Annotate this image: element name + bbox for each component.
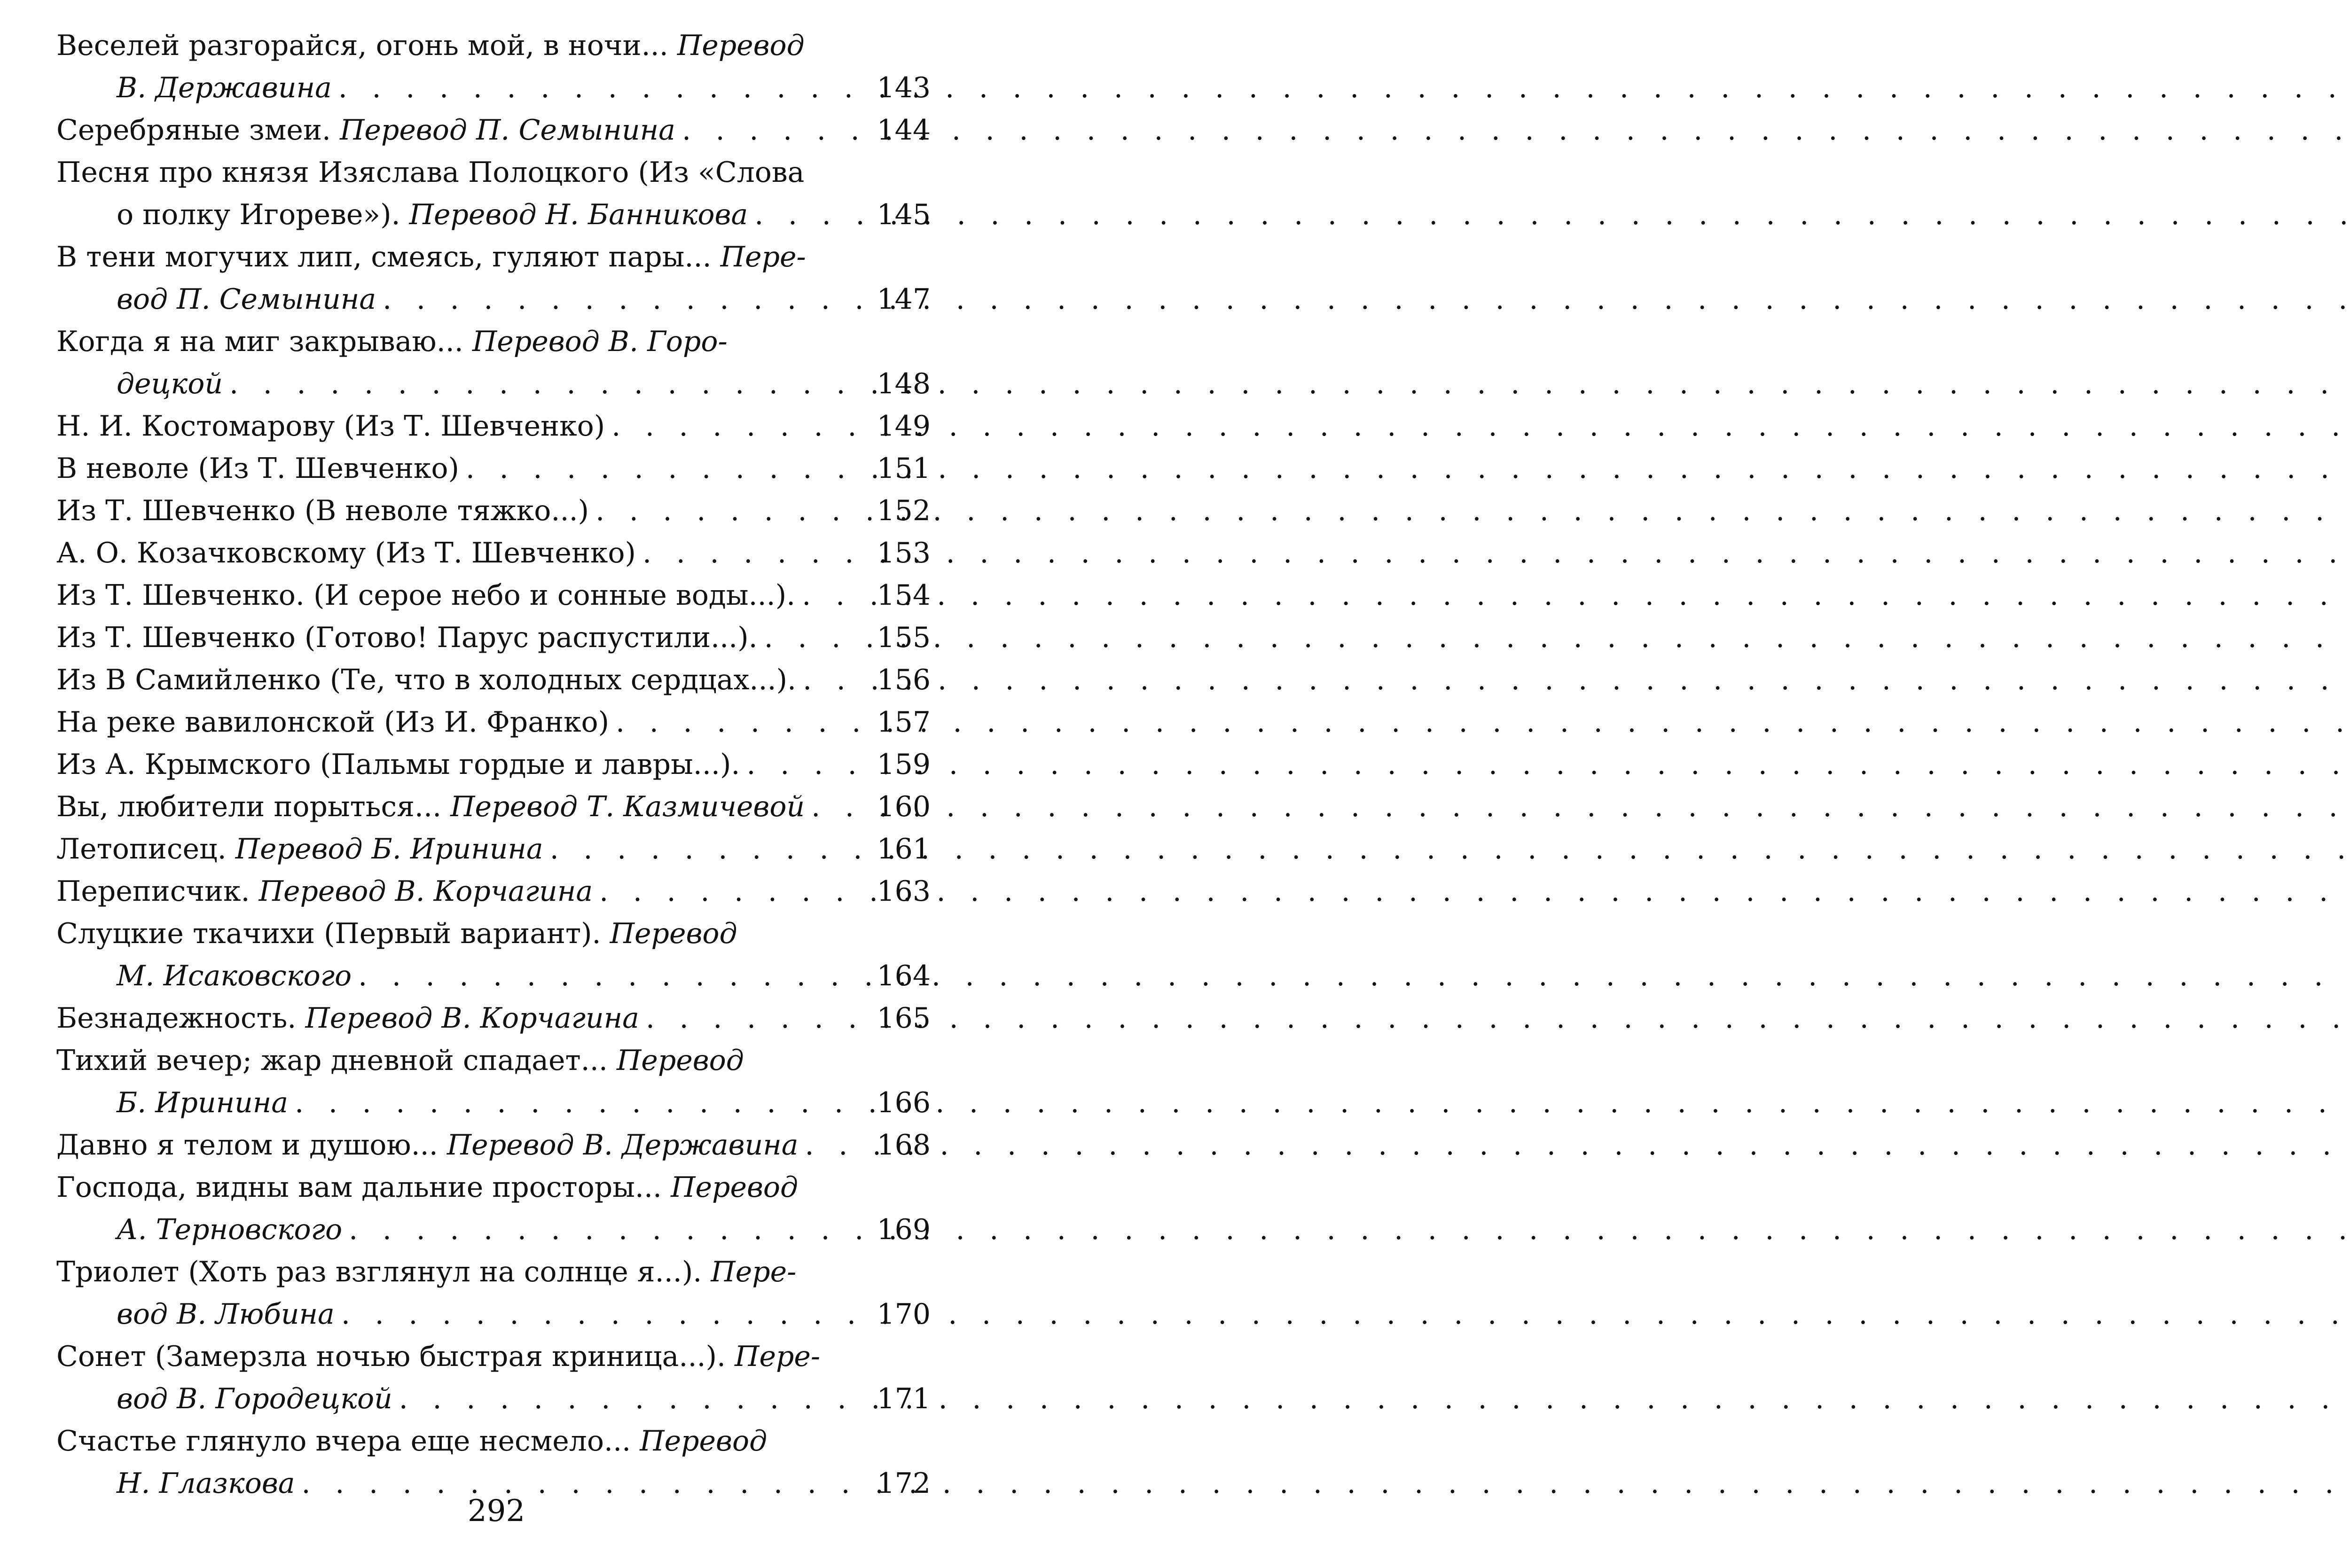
toc-entry-line-1 xyxy=(56,1124,931,1166)
toc-entry-line-2 xyxy=(56,955,931,997)
toc-entry-title: Господа, видны вам дальние просторы... xyxy=(56,1171,671,1204)
dot-leader xyxy=(796,659,874,701)
toc-entry-line-2 xyxy=(56,67,931,109)
toc-entry xyxy=(56,1166,931,1251)
toc-entry-translator: Перевод xyxy=(616,1044,744,1077)
toc-entry-title: В неволе (Из Т. Шевченко) xyxy=(56,452,459,485)
toc-entry-title: Вы, любители порыться... xyxy=(56,790,451,823)
toc-entry-page-number: 153 xyxy=(877,537,931,569)
dot-leader xyxy=(795,574,874,616)
toc-entry-page-number: 157 xyxy=(877,706,931,739)
toc-entry-page-number: 171 xyxy=(877,1382,931,1415)
toc-entry-page-number: 170 xyxy=(877,1298,931,1331)
toc-entry-page-number: 164 xyxy=(877,960,931,992)
dot-leader xyxy=(459,447,874,490)
toc-entry-translator: М. Исаковского xyxy=(117,960,352,992)
toc-entry-translator: Пере- xyxy=(720,241,806,273)
toc-entry-page-number: 148 xyxy=(877,367,931,400)
toc-entry-page-number: 149 xyxy=(877,410,931,443)
toc-entry xyxy=(56,701,931,743)
toc-entry-title: Песня про князя Изяслава Полоцкого (Из «Слова xyxy=(56,156,805,189)
toc-entry-translator: децкой xyxy=(117,367,223,400)
toc-entry-title: Когда я на миг закрываю... xyxy=(56,325,472,358)
dot-leader xyxy=(748,194,874,236)
toc-entry-title: Веселей разгорайся, огонь мой, в ночи... xyxy=(56,29,677,62)
toc-entry xyxy=(56,405,931,447)
toc-entry-title: На реке вавилонской (Из И. Франко) xyxy=(56,706,610,739)
toc-entry-translator: Перевод П. Семынина xyxy=(340,114,675,147)
toc-entry-line-1 xyxy=(56,405,931,447)
toc-entry-page-number: 147 xyxy=(877,283,931,316)
toc-entry-page-number: 145 xyxy=(877,198,931,231)
dot-leader xyxy=(376,278,874,320)
toc-entry-title: Тихий вечер; жар дневной спадает... xyxy=(56,1044,617,1077)
toc-entry-translator: Перевод Б. Иринина xyxy=(235,833,543,866)
toc-entry xyxy=(56,786,931,828)
toc-entry-translator: Перевод В. Горо- xyxy=(472,325,728,358)
toc-entry-line-1 xyxy=(56,828,931,870)
dot-leader xyxy=(332,67,874,109)
toc-entry-title: Из Т. Шевченко (В неволе тяжко...) xyxy=(56,494,589,527)
toc-entry xyxy=(56,659,931,701)
toc-entry-line-1 xyxy=(56,1166,931,1209)
toc-entry-title: Серебряные змеи. xyxy=(56,114,340,147)
toc-entry-translator: Перевод xyxy=(610,917,737,950)
toc-entry-line-1 xyxy=(56,1251,931,1293)
toc-entry xyxy=(56,1420,931,1505)
toc-entry-title: Давно я телом и душою... xyxy=(56,1129,447,1162)
toc-entry-page-number: 169 xyxy=(877,1213,931,1246)
toc-entry-line-1 xyxy=(56,574,931,616)
toc-entry-translator: Перевод В. Корчагина xyxy=(258,875,593,908)
dot-leader xyxy=(342,1209,874,1251)
toc-entry-title: Из Т. Шевченко. (И серое небо и сонные воды...). xyxy=(56,579,796,612)
toc-entry-translator: вод В. Любина xyxy=(117,1298,335,1331)
toc-entry-line-1 xyxy=(56,447,931,490)
toc-entry-translator: В. Державина xyxy=(117,71,332,104)
toc-entry-title: Триолет (Хоть раз взглянул на солнце я...). xyxy=(56,1256,711,1288)
toc-entry xyxy=(56,236,931,320)
toc-entry-page-number: 154 xyxy=(877,579,931,612)
dot-leader xyxy=(223,363,874,405)
toc-entry xyxy=(56,743,931,786)
toc-entry xyxy=(56,490,931,532)
toc-entry-page-number: 160 xyxy=(877,790,931,823)
toc-entry xyxy=(56,1039,931,1124)
dot-leader xyxy=(805,786,874,828)
toc-entry-title: Из А. Крымского (Пальмы гордые и лавры...). xyxy=(56,748,740,781)
dot-leader xyxy=(352,955,874,997)
dot-leader xyxy=(675,109,874,151)
toc-entry-line-2 xyxy=(56,194,931,236)
toc-entry-line-2 xyxy=(56,1209,931,1251)
dot-leader xyxy=(639,997,874,1039)
toc-entry-line-1 xyxy=(56,236,931,278)
toc-entry-line-2 xyxy=(56,1378,931,1420)
toc-entry xyxy=(56,151,931,236)
toc-entry-translator: Б. Иринина xyxy=(117,1086,289,1119)
dot-leader xyxy=(605,405,874,447)
toc-entry-line-1 xyxy=(56,616,931,659)
toc-entry xyxy=(56,1124,931,1166)
toc-entry-title: Из В Самийленко (Те, что в холодных сердцах...). xyxy=(56,663,797,696)
toc-entry-page-number: 172 xyxy=(877,1467,931,1500)
toc-entry-translator: Пере- xyxy=(735,1340,821,1373)
toc-entry-title: Из Т. Шевченко (Готово! Парус распустили...). xyxy=(56,621,758,654)
toc-entry-translator: вод В. Городецкой xyxy=(117,1382,392,1415)
toc-entry xyxy=(56,828,931,870)
toc-entry-translator: Перевод xyxy=(677,29,805,62)
toc-entry xyxy=(56,997,931,1039)
toc-entry-page-number: 156 xyxy=(877,663,931,696)
dot-leader xyxy=(799,1124,874,1166)
toc-entry-line-1 xyxy=(56,151,931,194)
toc-entry xyxy=(56,574,931,616)
toc-entry-line-1 xyxy=(56,1335,931,1378)
toc-entry-line-2 xyxy=(56,278,931,320)
toc-entry xyxy=(56,320,931,405)
toc-entry-page-number: 163 xyxy=(877,875,931,908)
toc-entry-line-2 xyxy=(56,1293,931,1335)
dot-leader xyxy=(589,490,874,532)
toc-entry-translator: Перевод xyxy=(640,1425,768,1458)
toc-entry xyxy=(56,1335,931,1420)
toc-entry-page-number: 165 xyxy=(877,1002,931,1035)
dot-leader xyxy=(288,1082,874,1124)
dot-leader xyxy=(636,532,874,574)
toc-entry-title: Н. И. Костомарову (Из Т. Шевченко) xyxy=(56,410,605,443)
toc-entry-title: Слуцкие ткачихи (Первый вариант). xyxy=(56,917,610,950)
toc-entry xyxy=(56,532,931,574)
page-number: 292 xyxy=(467,1494,525,1529)
toc-entry-translator: А. Терновского xyxy=(117,1213,343,1246)
toc-entry-translator: вод П. Семынина xyxy=(117,283,376,316)
table-of-contents xyxy=(56,24,931,1505)
toc-entry-translator: Перевод xyxy=(671,1171,799,1204)
toc-entry-line-1 xyxy=(56,490,931,532)
toc-entry xyxy=(56,24,931,109)
toc-entry-page-number: 152 xyxy=(877,494,931,527)
toc-entry-title: Безнадежность. xyxy=(56,1002,306,1035)
toc-entry-title: Счастье глянуло вчера еще несмело... xyxy=(56,1425,640,1458)
toc-entry xyxy=(56,447,931,490)
toc-entry-translator: Перевод Т. Казмичевой xyxy=(450,790,805,823)
toc-entry-title: Сонет (Замерзла ночью быстрая криница...). xyxy=(56,1340,735,1373)
toc-entry-title: Летописец. xyxy=(56,833,235,866)
toc-entry-page-number: 166 xyxy=(877,1086,931,1119)
toc-entry-translator: Н. Глазкова xyxy=(117,1467,295,1500)
dot-leader xyxy=(335,1293,874,1335)
toc-entry-line-1 xyxy=(56,786,931,828)
dot-leader xyxy=(758,616,874,659)
toc-entry-line-1 xyxy=(56,1039,931,1082)
toc-entry-line-2 xyxy=(56,363,931,405)
toc-entry-line-1 xyxy=(56,870,931,913)
toc-entry xyxy=(56,1251,931,1335)
toc-entry-line-1 xyxy=(56,743,931,786)
toc-entry-translator: Перевод В. Державина xyxy=(446,1129,799,1162)
dot-leader xyxy=(392,1378,874,1420)
toc-entry-line-1 xyxy=(56,659,931,701)
toc-entry xyxy=(56,870,931,913)
toc-entry-title: о полку Игореве»). xyxy=(117,198,409,231)
dot-leader xyxy=(543,828,874,870)
toc-entry xyxy=(56,109,931,151)
toc-entry-line-1 xyxy=(56,109,931,151)
dot-leader xyxy=(740,743,874,786)
toc-entry-title: В тени могучих лип, смеясь, гуляют пары... xyxy=(56,241,721,273)
toc-entry-translator: Перевод В. Корчагина xyxy=(305,1002,639,1035)
dot-leader xyxy=(609,701,874,743)
toc-entry-line-2 xyxy=(56,1082,931,1124)
toc-entry-line-1 xyxy=(56,701,931,743)
toc-entry xyxy=(56,616,931,659)
toc-entry-line-1 xyxy=(56,532,931,574)
dot-leader xyxy=(593,870,874,913)
toc-entry-translator: Пере- xyxy=(711,1256,797,1288)
toc-entry-line-1 xyxy=(56,997,931,1039)
toc-entry-line-1 xyxy=(56,1420,931,1462)
toc-entry xyxy=(56,913,931,997)
toc-entry-line-1 xyxy=(56,24,931,67)
toc-entry-page-number: 144 xyxy=(877,114,931,147)
toc-entry-title: Переписчик. xyxy=(56,875,259,908)
toc-entry-line-1 xyxy=(56,913,931,955)
toc-entry-page-number: 155 xyxy=(877,621,931,654)
toc-entry-title: А. О. Козачковскому (Из Т. Шевченко) xyxy=(56,537,636,569)
toc-entry-page-number: 161 xyxy=(877,833,931,866)
toc-entry-translator: Перевод Н. Банникова xyxy=(409,198,748,231)
toc-entry-page-number: 168 xyxy=(877,1129,931,1162)
toc-entry-page-number: 151 xyxy=(877,452,931,485)
toc-entry-page-number: 143 xyxy=(877,71,931,104)
toc-entry-page-number: 159 xyxy=(877,748,931,781)
toc-entry-line-1 xyxy=(56,320,931,363)
